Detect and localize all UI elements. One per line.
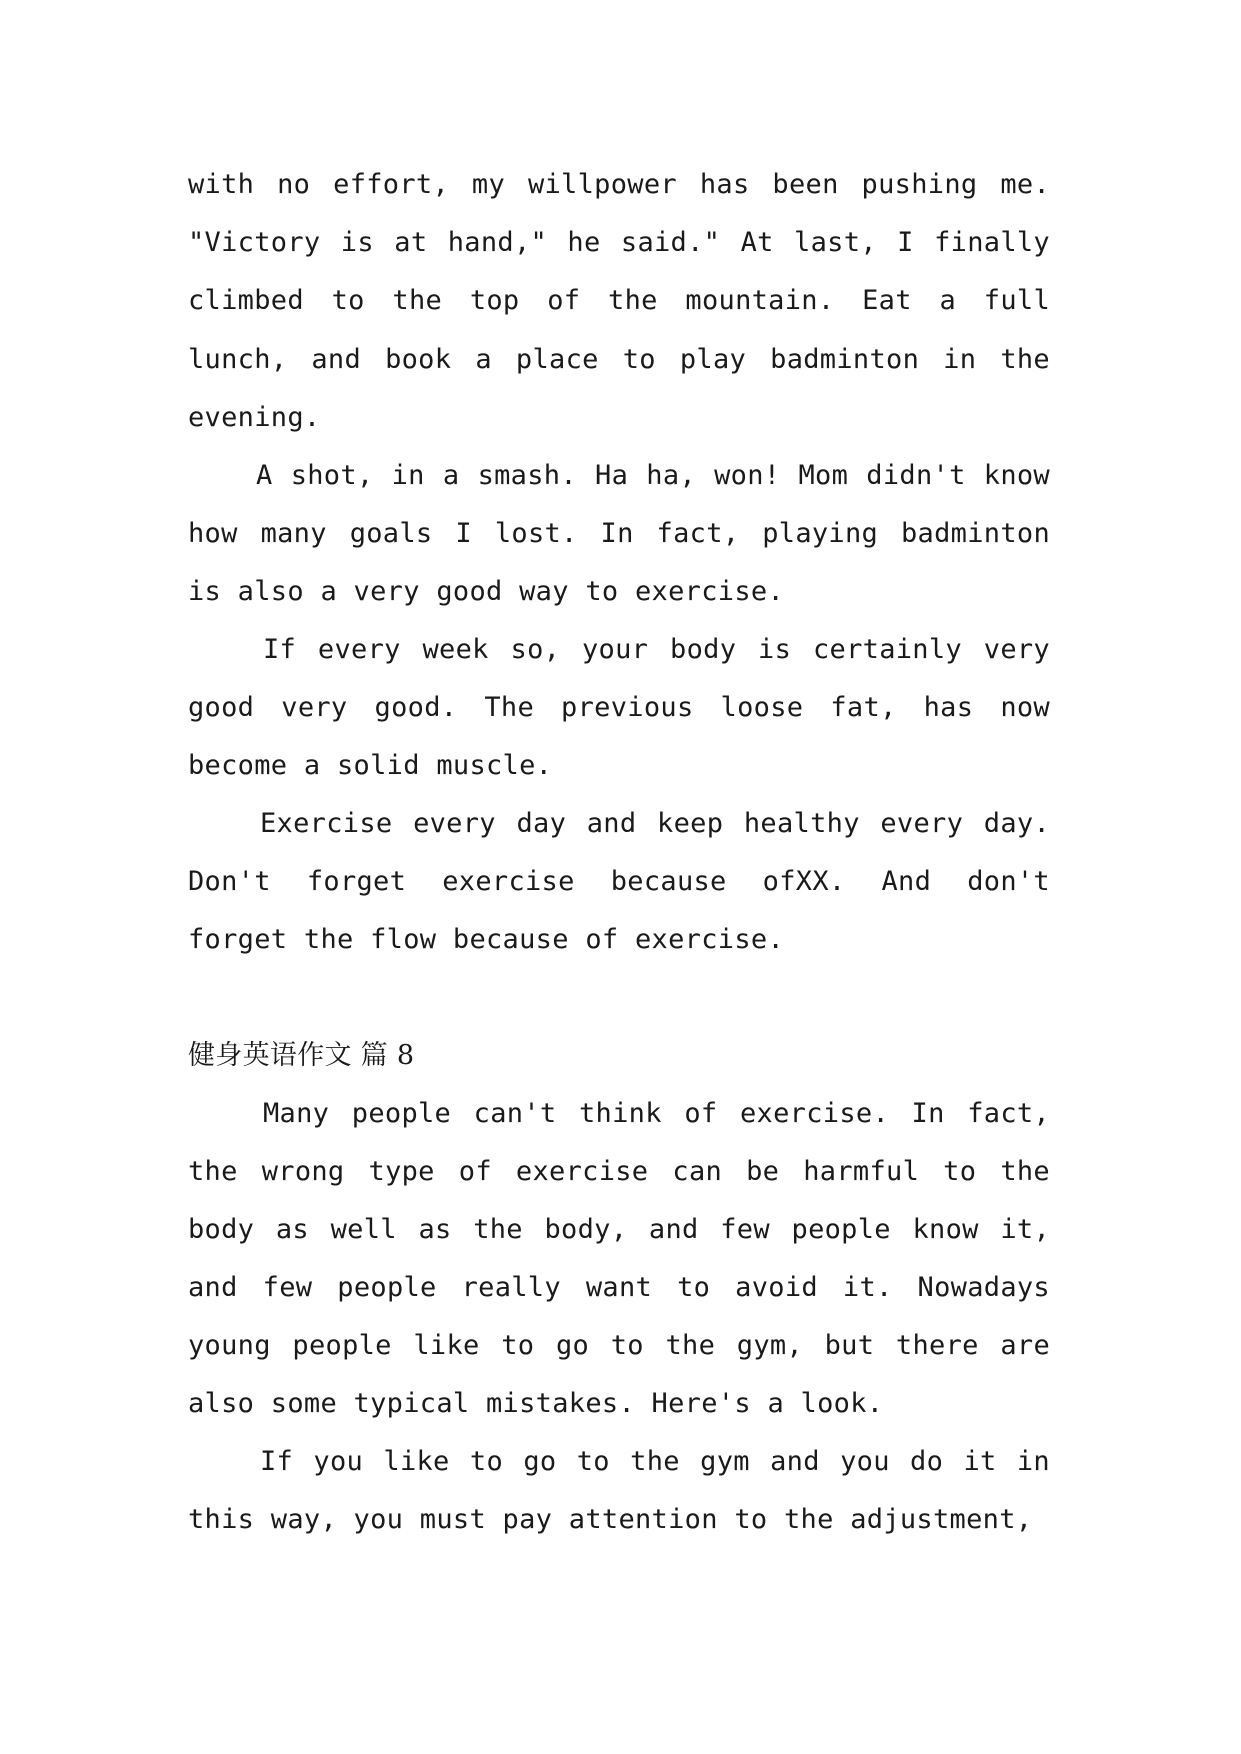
text-line: become a solid muscle.: [188, 750, 553, 781]
text-line: Don't forget exercise because ofXX. And don't: [188, 866, 1050, 897]
text-line: climbed to the top of the mountain. Eat a full: [188, 285, 1050, 316]
text-line: is also a very good way to exercise.: [188, 576, 784, 607]
paragraph-first-line: If you like to go to the gym and you do it in: [260, 1446, 1050, 1477]
text-line: this way, you must pay attention to the adjustment,: [188, 1504, 1033, 1535]
paragraph-first-line: Many people can't think of exercise. In fact,: [263, 1098, 1050, 1129]
text-line: young people like to go to the gym, but there are: [188, 1330, 1050, 1361]
text-line: evening.: [188, 402, 321, 433]
text-line: with no effort, my willpower has been pushing me.: [188, 169, 1050, 200]
text-line: forget the flow because of exercise.: [188, 924, 784, 955]
text-line: the wrong type of exercise can be harmful to the: [188, 1156, 1050, 1187]
paragraph-first-line: Exercise every day and keep healthy every day.: [260, 808, 1050, 839]
paragraph-first-line: A shot, in a smash. Ha ha, won! Mom didn't know: [256, 460, 1050, 491]
text-line: good very good. The previous loose fat, has now: [188, 692, 1050, 723]
section-heading: 健身英语作文 篇 8: [188, 1040, 415, 1071]
text-line: body as well as the body, and few people know it,: [188, 1214, 1050, 1245]
text-line: also some typical mistakes. Here's a look.: [188, 1388, 884, 1419]
text-line: how many goals I lost. In fact, playing badminton: [188, 518, 1050, 549]
paragraph-first-line: If every week so, your body is certainly very: [263, 634, 1050, 665]
text-line: and few people really want to avoid it. Nowadays: [188, 1272, 1050, 1303]
text-line: lunch, and book a place to play badminton in the: [188, 344, 1050, 375]
text-line: "Victory is at hand," he said." At last, I finally: [188, 227, 1050, 258]
